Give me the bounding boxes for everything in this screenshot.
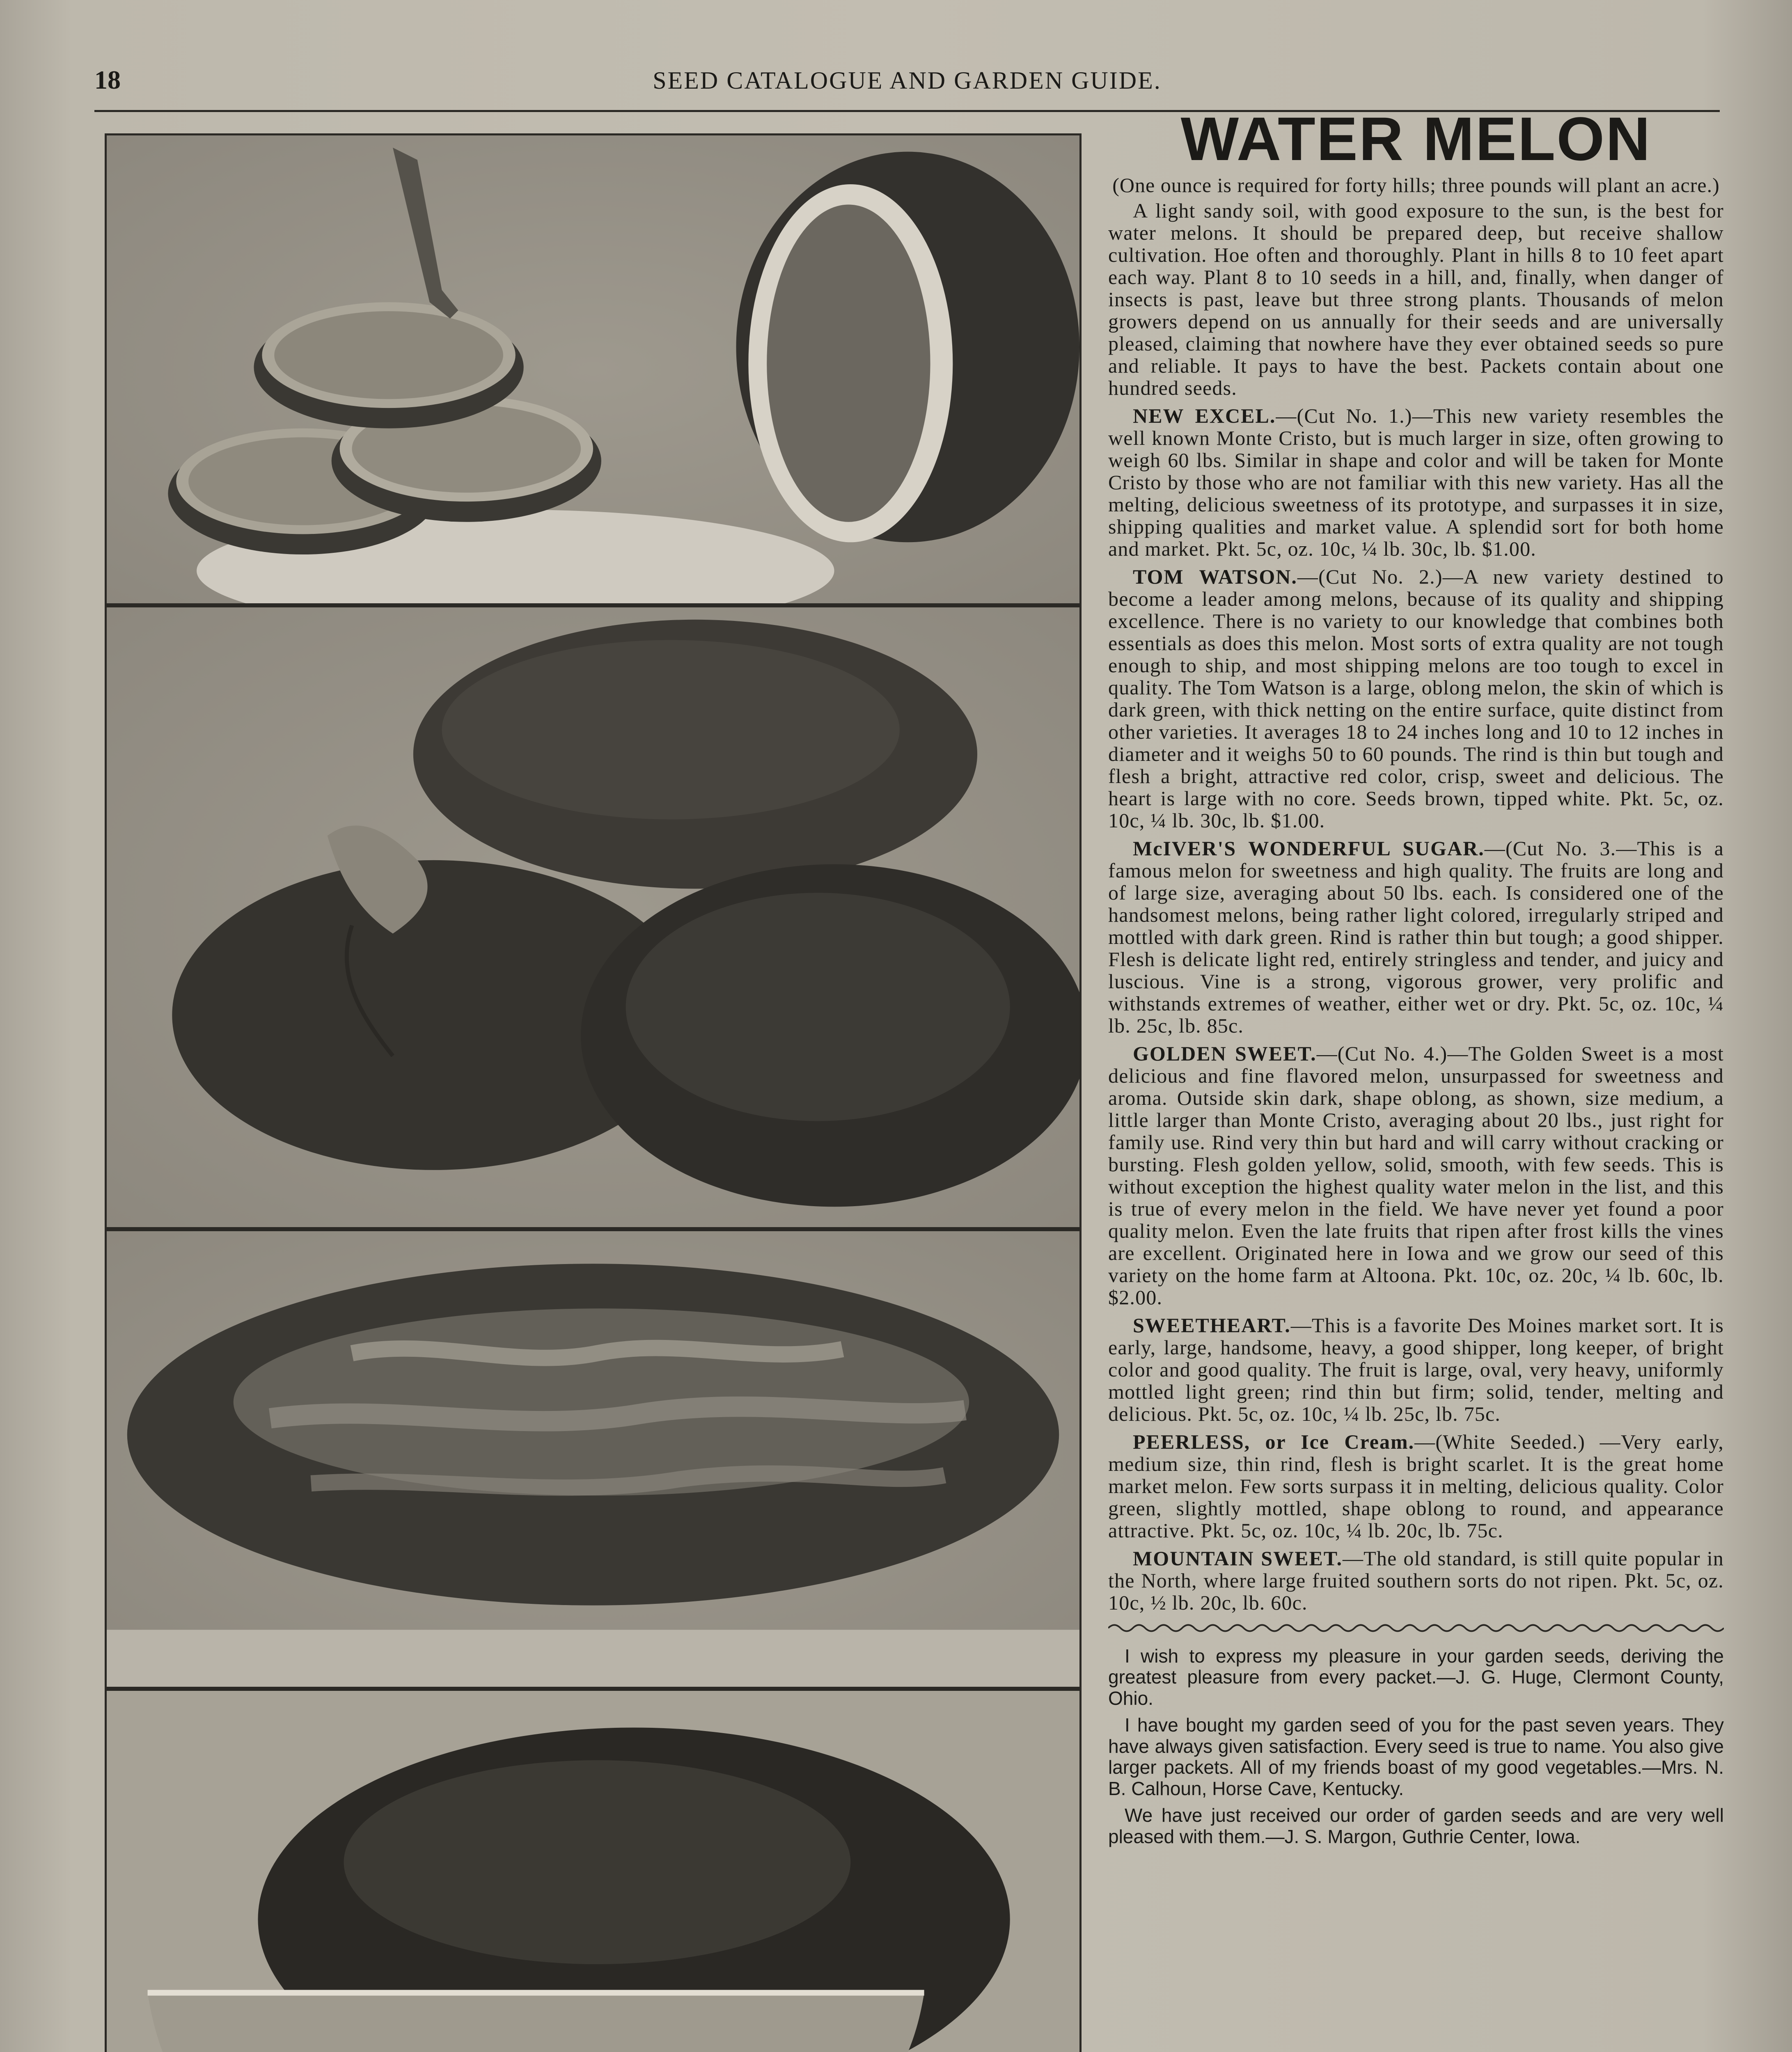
variety-name: MOUNTAIN SWEET. — [1133, 1546, 1343, 1570]
variety-mountain-sweet — [1108, 1547, 1724, 1614]
variety-description: —(Cut No. 2.)—A new variety destined to become a leader among melons, because of its quality and shipping excellence. There is no variety to our knowledge that combines both essentials as does this melon. Most sorts of extra quality are not tough enough to ship, and most shipping melons are too tough to excel in quality. The Tom Watson is a large, oblong melon, the skin of which is dark green, with thick netting on the entire surface, quite distinct from other varieties. It averages 18 to 24 inches long and 10 to 12 inches in diameter and it weighs 50 to 60 pounds. The rind is thin but tough and flesh a bright, attractive red color, crisp, sweet and delicious. The heart is large with no core. Seeds brown, tipped white. Pkt. 5c, oz. 10c, ¼ lb. 30c, lb. $1.00. — [1108, 565, 1724, 832]
testimonial: I have bought my garden seed of you for the past seven years. They have always given satisfaction. Every seed is true to name. You also give larger packets. All of my friends boast of my good vegetables.—Mrs. N. B. Calhoun, Horse Cave, Kentucky. — [1108, 1714, 1724, 1799]
mciver-sugar-illustration — [107, 1231, 1079, 1687]
photo-mciver-sugar — [105, 1229, 1082, 1689]
variety-name: NEW EXCEL. — [1133, 404, 1276, 427]
variety-description: —The old standard, is still quite popular in the North, where large fruited southern sorts do not ripen. Pkt. 5c, oz. 10c, ½ lb. 20c, lb. 60c. — [1108, 1546, 1724, 1614]
intro-paragraph: A light sandy soil, with good exposure to the sun, is the best for water melons. It should be prepared deep, but receive shallow cultivation. Hoe often and thoroughly. Plant in hills 8 to 10 feet apart each way. Plant 8 to 10 seeds in a hill, and, finally, when danger of insects is past, leave but three strong plants. Thousands of melon growers depend on us annually for their seeds and are universally pleased, claiming that nowhere have they ever obtained seeds so pure and reliable. It pays to have the best. Packets contain about one hundred seeds. — [1108, 199, 1724, 399]
variety-sweetheart — [1108, 1314, 1724, 1425]
sliced-melon-illustration — [107, 135, 1079, 603]
variety-name: GOLDEN SWEET. — [1133, 1042, 1317, 1065]
variety-name: McIVER'S WONDERFUL SUGAR. — [1133, 836, 1485, 860]
subtitle: (One ounce is required for forty hills; three pounds will plant an acre.) — [1112, 173, 1720, 197]
variety-description: —This is a favorite Des Moines market sort. It is early, large, handsome, heavy, a good shipper, long keeper, of bright color and good quality. The fruit is large, oval, very heavy, uniformly mottled light green; rind thin but firm; solid, tender, melting and delicious. Pkt. 5c, oz. 10c, ¼ lb. 25c, lb. 75c. — [1108, 1313, 1724, 1425]
photo-tom-watson — [105, 605, 1082, 1229]
page-number: 18 — [94, 65, 121, 94]
variety-description: —(Cut No. 1.)—This new variety resembles the well known Monte Cristo, but is much larger in size, often growing to weigh 60 lbs. Similar in shape and color and will be taken for Monte Cristo by those who are not familiar with this new variety. Has all the melting, delicious sweetness of its prototype, and surpasses it in size, shipping qualities and market value. A splendid sort for both home and market. Pkt. 5c, oz. 10c, ¼ lb. 30c, lb. $1.00. — [1108, 404, 1724, 560]
variety-description: —(Cut No. 3.—This is a famous melon for sweetness and high quality. The fruits are long and of large size, averaging about 50 lbs. each. Is considered one of the handsomest melons, being rather light colored, irregularly striped and mottled with dark green. Rind is rather thin but tough; a good shipper. Flesh is delicate light red, entirely stringless and tender, and juicy and luscious. Vine is a strong, vigorous grower, very prolific and withstands extremes of weather, either wet or dry. Pkt. 5c, oz. 10c, ¼ lb. 25c, lb. 85c. — [1108, 836, 1724, 1037]
variety-name: TOM WATSON. — [1133, 565, 1297, 588]
variety-mciver-sugar — [1108, 837, 1724, 1037]
text-column — [1108, 104, 1724, 1853]
variety-new-excel — [1108, 405, 1724, 560]
tom-watson-illustration — [107, 607, 1079, 1227]
variety-tom-watson — [1108, 566, 1724, 831]
testimonial: We have just received our order of garden seeds and are very well pleased with them.—J. S. Margon, Guthrie Center, Iowa. — [1108, 1805, 1724, 1847]
variety-description: —(Cut No. 4.)—The Golden Sweet is a most delicious and fine flavored melon, unsurpassed for sweetness and aroma. Outside skin dark, shape oblong, as shown, size medium, a little larger than Monte Cristo, averaging about 20 lbs., just right for family use. Rind very thin but hard and will carry without cracking or bursting. Flesh golden yellow, solid, smooth, with few seeds. This is without exception the highest quality water melon in the list, and this is true of every melon in the field. We have never yet found a poor quality melon. Even the late fruits that ripen after frost kills the vines are excellent. Originated here in Iowa and we grow our seed of this variety on the home farm at Altoona. Pkt. 10c, oz. 20c, ¼ lb. 60c, lb. $2.00. — [1108, 1042, 1724, 1309]
variety-name: PEERLESS, or Ice Cream. — [1133, 1430, 1415, 1453]
golden-sweet-illustration — [107, 1691, 1079, 2052]
page-title: WATER MELON — [1180, 104, 1652, 173]
variety-golden-sweet — [1108, 1042, 1724, 1308]
photo-excel-sliced — [105, 133, 1082, 605]
variety-peerless — [1108, 1431, 1724, 1541]
variety-name: SWEETHEART. — [1133, 1313, 1291, 1337]
photo-golden-sweet — [105, 1689, 1082, 2052]
running-head: SEED CATALOGUE AND GARDEN GUIDE. — [653, 67, 1162, 94]
variety-description: —(White Seeded.) —Very early, medium size, thin rind, flesh is bright scarlet. It is the great home market melon. Few sorts surpass it in melting, delicious quality. Color green, slightly mottled, shape oblong to round, and appearance attractive. Pkt. 5c, oz. 10c, ¼ lb. 20c, lb. 75c. — [1108, 1430, 1724, 1542]
wavy-divider — [1108, 1622, 1724, 1634]
testimonial: I wish to express my pleasure in your garden seeds, deriving the greatest pleasure from every packet.—J. G. Huge, Clermont County, Ohio. — [1108, 1645, 1724, 1709]
